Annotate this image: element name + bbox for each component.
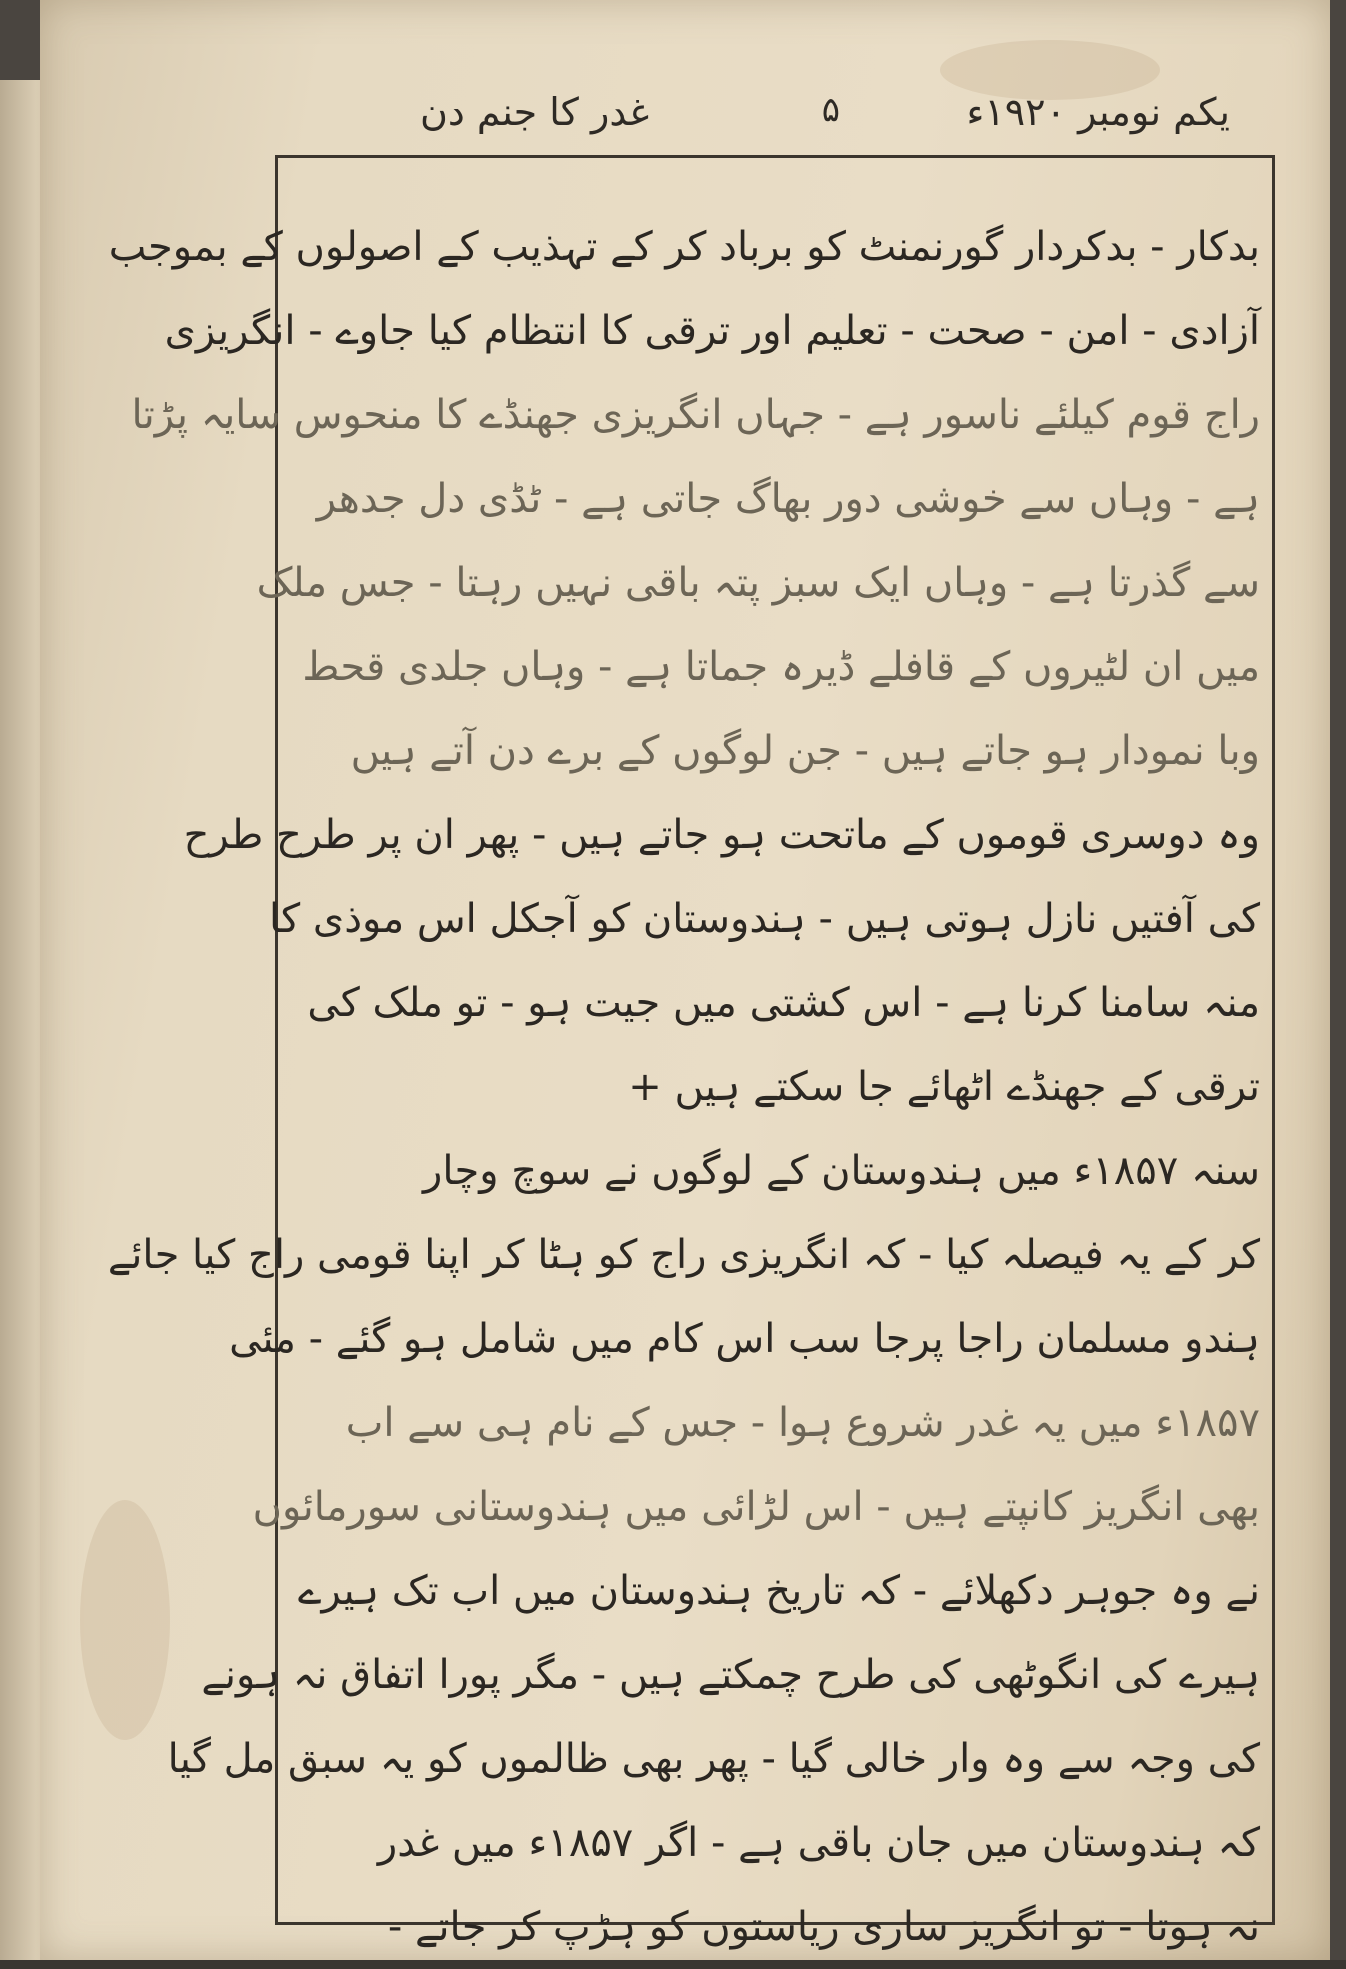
text-line: ۱۸۵۷ء میں یہ غدر شروع ہوا - جس کے نام ہی سے اب <box>345 1400 1260 1446</box>
paper-stain <box>80 1500 170 1740</box>
text-line: بھی انگریز کانپتے ہیں - اس لڑائی میں ہندوستانی سورمائوں <box>252 1484 1260 1530</box>
text-line: وہ دوسری قوموں کے ماتحت ہو جاتے ہیں - پھر ان پر طرح طرح <box>183 812 1260 858</box>
text-line: کہ ہندوستان میں جان باقی ہے - اگر ۱۸۵۷ء میں غدر <box>377 1820 1260 1866</box>
text-line: نہ ہوتا - تو انگریز ساری ریاستوں کو ہڑپ کر جاتے - <box>387 1904 1260 1950</box>
text-line: ہے - وہاں سے خوشی دور بھاگ جاتی ہے - ٹڈی دل جدھر <box>316 476 1260 522</box>
text-line: منہ سامنا کرنا ہے - اس کشتی میں جیت ہو - تو ملک کی <box>307 980 1260 1026</box>
text-line: بدکار - بدکردار گورنمنٹ کو برباد کر کے تہذیب کے اصولوں کے بموجب <box>108 224 1260 270</box>
text-line: کی آفتیں نازل ہوتی ہیں - ہندوستان کو آجکل اس موذی کا <box>268 896 1260 942</box>
text-line: سے گذرتا ہے - وہاں ایک سبز پتہ باقی نہیں رہتا - جس ملک <box>256 560 1260 606</box>
text-line: ہندو مسلمان راجا پرجا سب اس کام میں شامل ہو گئے - مئی <box>229 1316 1260 1362</box>
page-header <box>420 90 1230 150</box>
text-line: سنہ ۱۸۵۷ء میں ہندوستان کے لوگوں نے سوچ وچار <box>423 1148 1260 1194</box>
text-line: راج قوم کیلئے ناسور ہے - جہاں انگریزی جھنڈے کا منحوس سایہ پڑتا <box>131 392 1260 438</box>
text-line: میں ان لٹیروں کے قافلے ڈیرہ جماتا ہے - وہاں جلدی قحط <box>302 644 1260 690</box>
text-line: نے وہ جوہر دکھلائے - کہ تاریخ ہندوستان میں اب تک ہیرے <box>298 1568 1260 1614</box>
header-title: غدر کا جنم دن <box>420 90 650 134</box>
text-line: ہیرے کی انگوٹھی کی طرح چمکتے ہیں - مگر پورا اتفاق نہ ہونے <box>201 1652 1260 1698</box>
text-line: کر کے یہ فیصلہ کیا - کہ انگریزی راج کو ہٹا کر اپنا قومی راج کیا جائے <box>107 1232 1260 1278</box>
header-date: یکم نومبر ۱۹۲۰ء <box>966 90 1230 134</box>
handwritten-body <box>107 205 1260 1950</box>
text-line: آزادی - امن - صحت - تعلیم اور ترقی کا انتظام کیا جاوے - انگریزی <box>164 308 1260 354</box>
text-line: کی وجہ سے وہ وار خالی گیا - پھر بھی ظالموں کو یہ سبق مل گیا <box>167 1736 1260 1782</box>
text-line: وبا نمودار ہو جاتے ہیں - جن لوگوں کے برے دن آتے ہیں <box>350 728 1260 774</box>
text-line: ترقی کے جھنڈے اٹھائے جا سکتے ہیں + <box>628 1064 1260 1110</box>
page-number: ۵ <box>821 90 840 130</box>
